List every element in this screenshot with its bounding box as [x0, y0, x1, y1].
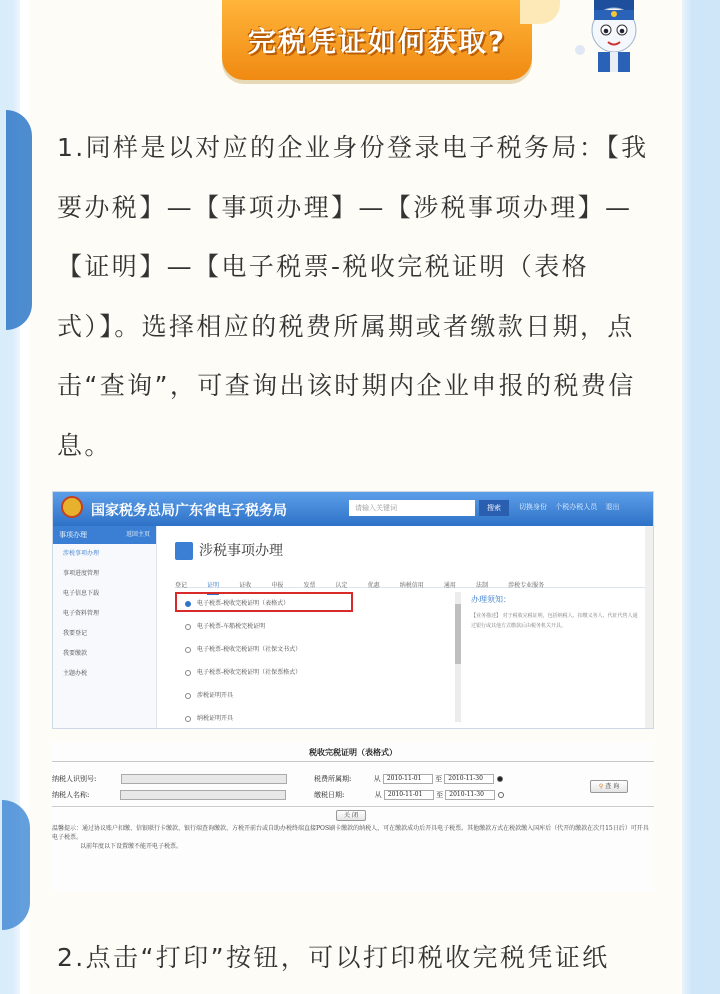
category-tabs [175, 572, 645, 588]
radio-icon [185, 647, 191, 653]
tab-declare[interactable]: 申报 [271, 582, 284, 589]
sidebar-item-register[interactable]: 我要登记 [63, 630, 88, 637]
query-button[interactable]: ⚲ 查 询 [590, 780, 628, 793]
list-item[interactable]: 涉税证明开具 [175, 684, 455, 707]
page-frame-right [678, 0, 720, 994]
title-banner [222, 0, 532, 80]
radio-icon [185, 624, 191, 630]
sidebar-item-theme[interactable]: 主题办税 [63, 670, 88, 677]
guide-panel [471, 594, 641, 631]
side-decoration [2, 800, 30, 930]
step-2-text: 2.点击“打印”按钮，可以打印税收完税凭证纸 [57, 943, 610, 972]
main-panel [165, 526, 651, 729]
switch-identity-link[interactable]: 切换身份 [519, 503, 547, 511]
red-highlight-box [175, 592, 353, 612]
banner-title: 完税凭证如何获取? [247, 25, 507, 58]
list-item[interactable]: 电子税票-车船税完税证明 [175, 615, 455, 638]
tax-officer-mascot-icon [572, 0, 654, 72]
sidebar [53, 526, 157, 729]
sidebar-header: 事项办理 返回主页 [53, 526, 156, 544]
form-title: 税收完税证明（表格式） [52, 742, 654, 762]
list-item[interactable]: 电子税票-税收完税证明（表格式） [175, 592, 455, 615]
taxpayer-name-field[interactable] [120, 790, 286, 800]
taxpayer-id-field[interactable] [121, 774, 287, 784]
tax-staff-link[interactable]: 个税办税人员 [555, 503, 598, 511]
national-emblem-icon [61, 496, 83, 518]
taxpayer-id-row: 纳税人识别号: [52, 774, 287, 784]
back-home-link[interactable]: 返回主页 [125, 531, 150, 538]
portal-brand: 国家税务总局广东省电子税务局 [91, 503, 287, 519]
list-item[interactable]: 纳税证明开具 [175, 707, 455, 729]
certificate-list [175, 592, 455, 729]
period-to-field[interactable]: 2010-11-30 [444, 774, 494, 784]
guide-title: 办理须知： [471, 595, 511, 604]
sidebar-item-tax-affairs[interactable]: 涉税事项办理 [63, 550, 100, 557]
tax-certificate-query-screenshot [52, 742, 654, 892]
pay-date-row: 缴税日期: 从 2010-11-01 至 2010-11-30 [314, 790, 504, 800]
tab-preferential[interactable]: 优惠 [367, 582, 380, 589]
tab-register[interactable]: 登记 [175, 582, 188, 589]
period-from-field[interactable]: 2010-11-01 [383, 774, 433, 784]
pay-to-field[interactable]: 2010-11-30 [445, 790, 495, 800]
page-scrollbar[interactable] [645, 526, 653, 729]
portal-header [53, 492, 653, 526]
sidebar-item-documents[interactable]: 电子资料管理 [63, 610, 100, 617]
tab-general[interactable]: 通用 [443, 582, 456, 589]
list-item[interactable]: 电子税票-税收完税证明（社保票格式） [175, 661, 455, 684]
search-icon: ⚲ [598, 783, 604, 790]
side-decoration [6, 110, 32, 330]
tab-legal[interactable]: 法制 [475, 582, 488, 589]
search-input[interactable]: 请输入关键词 [349, 500, 475, 516]
sidebar-item-progress[interactable]: 事项进度管理 [63, 570, 100, 577]
edit-icon [175, 542, 193, 560]
tax-period-row: 税费所属期: 从 2010-11-01 至 2010-11-30 [314, 774, 503, 784]
tab-professional[interactable]: 涉税专业服务 [508, 582, 545, 589]
e-tax-bureau-screenshot [52, 491, 654, 729]
notice-text: 温馨提示：通过协议账户扣缴、信银联行卡缴款、银行端查询缴款、方税开前台或自助办税终端直接POS刷卡缴款的纳税人，可在缴款成功后开具电子税票。其他缴款方式在税款缴入国库后（代开的缴款在次月15日后）可开具电子税票。 以前年度以下设置缴不能开电子税票。 [52, 825, 649, 850]
header-links [519, 502, 625, 512]
pay-date-radio[interactable] [498, 792, 504, 798]
search-button[interactable]: 搜索 [479, 500, 509, 516]
radio-icon [185, 670, 191, 676]
guide-text: 【业务描述】 对于税收完税证明，包括纳税人、扣缴义务人、代征代售人通过银行或其他方式缴款后由税务机关开具。 [471, 613, 638, 629]
tab-certificate[interactable]: 证明 [207, 579, 219, 595]
list-scrollbar[interactable] [455, 592, 461, 722]
panel-title: 涉税事项办理 [175, 540, 283, 560]
taxpayer-name-row: 纳税人名称: [52, 790, 286, 800]
logout-link[interactable]: 退出 [605, 503, 620, 511]
close-button[interactable]: 关 闭 [336, 810, 366, 821]
tab-collection[interactable]: 证收 [239, 582, 252, 589]
period-radio[interactable] [497, 776, 503, 782]
divider [52, 806, 654, 807]
list-item[interactable]: 电子税票-税收完税证明（社保文书式） [175, 638, 455, 661]
step-1-text: 1.同样是以对应的企业身份登录电子税务局：【我要办税】—【事项办理】—【涉税事项办理】—【证明】—【电子税票-税收完税证明（表格式）】。选择相应的税费所属期或者缴款日期，点击“查询”，可查询出该时期内企业申报的税费信息。 [57, 133, 649, 460]
radio-icon [185, 693, 191, 699]
sidebar-item-payment[interactable]: 我要缴款 [63, 650, 88, 657]
radio-icon [185, 716, 191, 722]
sidebar-item-download[interactable]: 电子信息下载 [63, 590, 100, 597]
tab-invoice[interactable]: 发票 [303, 582, 316, 589]
tab-recognition[interactable]: 认定 [335, 582, 348, 589]
tab-credit[interactable]: 纳税信用 [399, 582, 424, 589]
pay-from-field[interactable]: 2010-11-01 [384, 790, 434, 800]
